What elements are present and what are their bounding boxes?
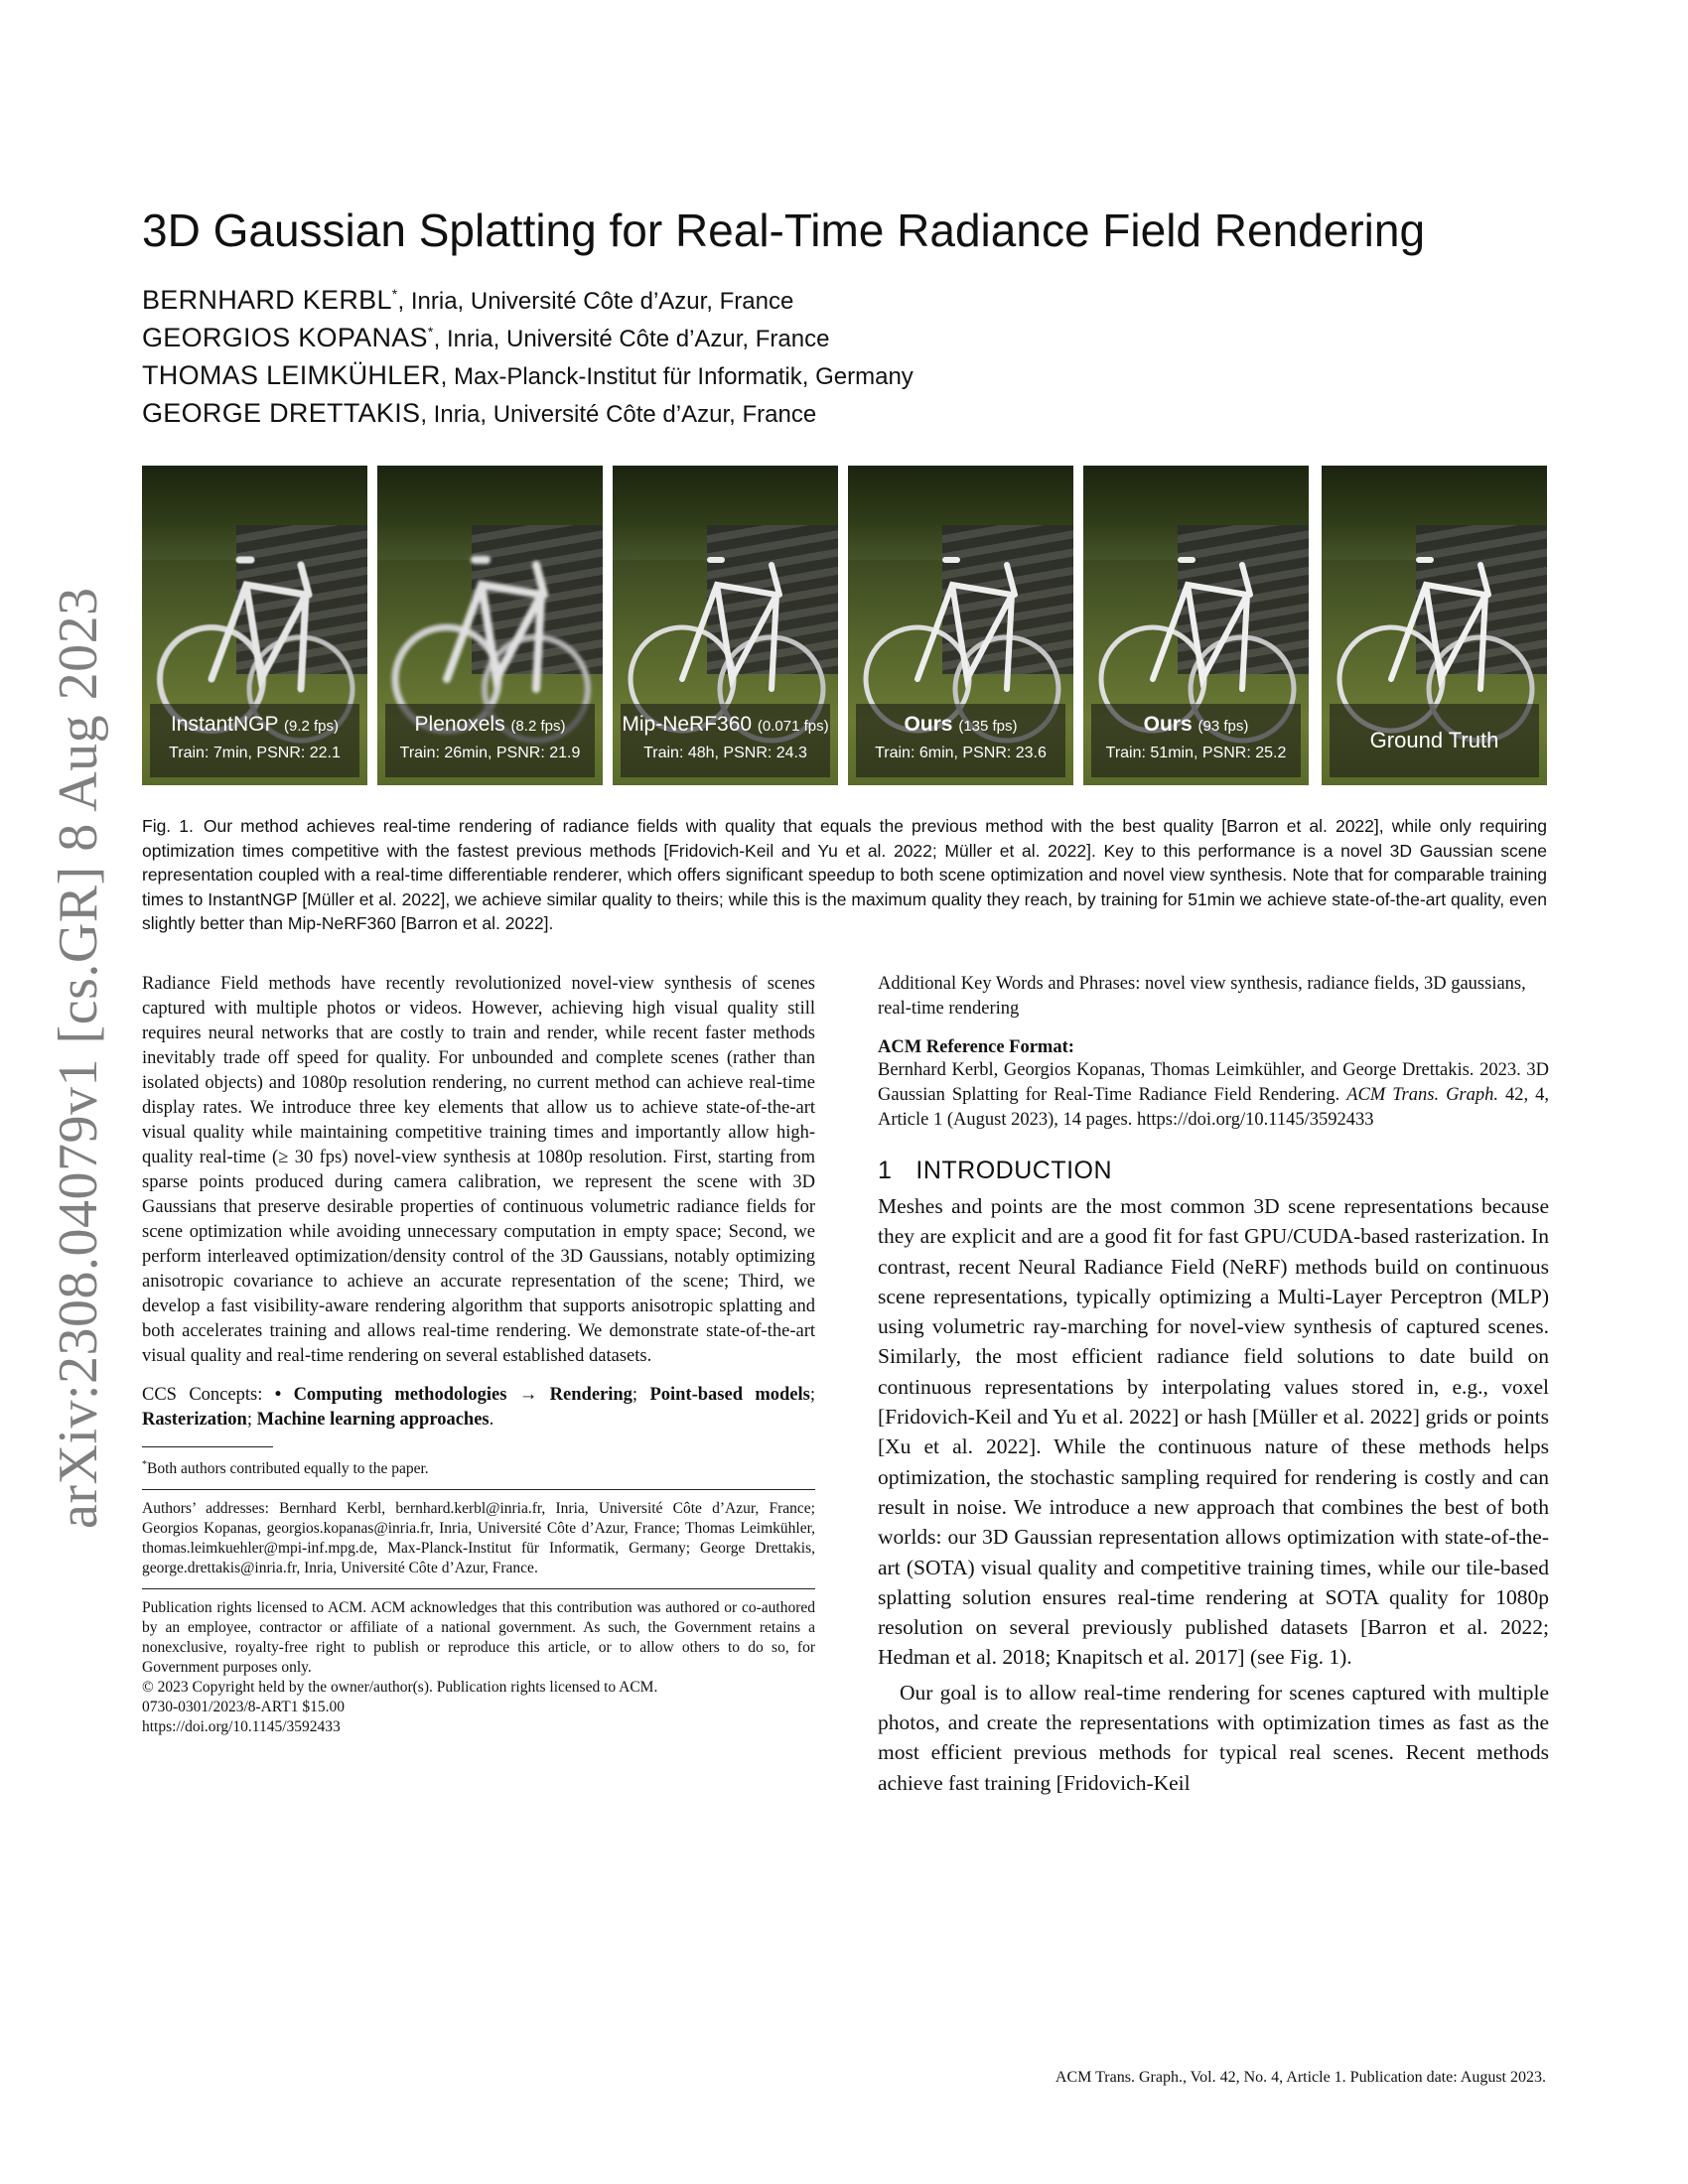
figure-label: Fig. 1. xyxy=(142,816,194,836)
author-addresses: Authors’ addresses: Bernhard Kerbl, bernhard.kerbl@inria.fr, Inria, Université Côte d’Azur, France; Georgios Kopanas, georgios.kopanas@inria.fr, Inria, Université Côte d’Azur, France; Thomas Leimkühler, thomas.leimkuehler@mpi-inf.mpg.de, Max-Planck-Institut für Informatik, Germany; George Drettakis, george.drettakis@inria.fr, Inria, Université Côte d’Azur, France. xyxy=(142,1500,815,1577)
author-affiliation: , Inria, Université Côte d’Azur, France xyxy=(433,326,830,352)
author-name: GEORGE DRETTAKIS xyxy=(142,398,421,428)
footnote: *Both authors contributed equally to the paper. xyxy=(142,1459,429,1478)
train-stats: Train: 51min, PSNR: 25.2 xyxy=(1105,745,1287,761)
teaser-panel-ground-truth xyxy=(1322,466,1547,785)
method-name: Ground Truth xyxy=(1369,728,1499,752)
section-heading: 1 INTRODUCTION xyxy=(878,1157,1113,1184)
doi-link[interactable]: https://doi.org/10.1145/3592433 xyxy=(142,1718,341,1736)
author-line xyxy=(142,323,914,360)
intro-paragraph: Meshes and points are the most common 3D scene representations because they are explicit and are a good fit for fast GPU/CUDA-based rasterization. In contrast, recent Neural Radiance Field (NeRF) methods build on continuous scene representations, typically optimizing a Multi-Layer Perceptron (MLP) using volumetric ray-marching for novel-view synthesis of captured scenes. Similarly, the most efficient radiance field solutions to date build on continuous representations by interpolating values stored in, e.g., voxel [Fridovich-Keil and Yu et al. 2022] or hash [Müller et al. 2022] grids or points [Xu et al. 2022]. While the continuous nature of these methods helps optimization, the stochastic sampling required for rendering is costly and can result in noise. We introduce a new approach that combines the best of both worlds: our 3D Gaussian representation allows optimization with state-of-the-art (SOTA) visual quality and competitive training times, while our tile-based splatting solution ensures real-time rendering at SOTA quality for 1080p resolution on several previously published datasets [Barron et al. 2022; Hedman et al. 2018; Knapitsch et al. 2017] (see Fig. 1). xyxy=(878,1194,1549,1670)
caption-text: Our method achieves real-time rendering of radiance fields with quality that equals the previous method with the best quality [Barron et al. 2022], while only requiring optimization times competitive with the fastest previous methods [Fridovich-Keil and Yu et al. 2022; Müller et al. 2022]. Key to this performance is a novel 3D Gaussian scene representation coupled with a real-time differentiable renderer, which offers significant speedup to both scene optimization and novel view synthesis. Note that for comparable training times to InstantNGP [Müller et al. 2022], we achieve similar quality to theirs; while this is the maximum quality they reach, by training for 51min we achieve state-of-the-art quality, even slightly better than Mip-NeRF360 [Barron et al. 2022]. xyxy=(142,816,1547,933)
teaser-label xyxy=(621,704,830,777)
figure-caption xyxy=(142,814,1547,936)
train-stats: Train: 6min, PSNR: 23.6 xyxy=(875,745,1047,761)
teaser-panel-plenoxels xyxy=(377,466,603,785)
author-line xyxy=(142,285,914,323)
keywords: Additional Key Words and Phrases: novel view synthesis, radiance fields, 3D gaussians, real-time rendering xyxy=(878,974,1526,1019)
author-line xyxy=(142,360,914,398)
train-stats: Train: 7min, PSNR: 22.1 xyxy=(169,745,341,761)
teaser-label xyxy=(150,704,359,777)
divider xyxy=(142,1489,815,1490)
copyright: © 2023 Copyright held by the owner/author(s). Publication rights licensed to ACM. xyxy=(142,1679,658,1697)
fps-value: (135 fps) xyxy=(958,718,1018,735)
teaser-panel-instantngp xyxy=(142,466,367,785)
author-affiliation: , Inria, Université Côte d’Azur, France xyxy=(420,401,817,428)
author-list xyxy=(142,285,914,436)
author-affiliation: , Inria, Université Côte d’Azur, France xyxy=(397,288,794,315)
teaser-label xyxy=(1091,704,1301,777)
intro-paragraph: Our goal is to allow real-time rendering for scenes captured with multiple photos, and create the representations with optimization times as fast as the most efficient previous methods for typical real scenes. Recent methods achieve fast training [Fridovich-Keil xyxy=(878,1680,1549,1795)
teaser-label xyxy=(1330,704,1539,777)
method-name: Ours xyxy=(1143,713,1193,736)
author-name: THOMAS LEIMKÜHLER xyxy=(142,360,441,390)
publication-rights: Publication rights licensed to ACM. ACM acknowledges that this contribution was authored or co-authored by an employee, contractor or affiliate of a national government. As such, the Government retains a nonexclusive, royalty-free right to publish or reproduce this article, or to allow others to do so, for Government purposes only. xyxy=(142,1599,815,1677)
teaser-label xyxy=(856,704,1065,777)
issn: 0730-0301/2023/8-ART1 $15.00 xyxy=(142,1699,346,1716)
paper-title: 3D Gaussian Splatting for Real-Time Radiance Field Rendering xyxy=(142,205,1426,256)
author-line xyxy=(142,398,914,436)
page-footer: ACM Trans. Graph., Vol. 42, No. 4, Article 1. Publication date: August 2023. xyxy=(1055,2069,1546,2086)
teaser-panel-ours-full xyxy=(1083,466,1309,785)
ccs-concepts: CCS Concepts: • Computing methodologies → Rendering; Point-based models; Rasterization; Machine learning approaches. xyxy=(142,1385,815,1430)
teaser-figure xyxy=(142,466,1547,785)
method-name: Mip-NeRF360 xyxy=(622,713,753,736)
arxiv-stamp: arXiv:2308.04079v1 [cs.GR] 8 Aug 2023 xyxy=(48,587,109,1529)
right-column xyxy=(878,972,1549,1798)
reference-format-heading: ACM Reference Format: xyxy=(878,1037,1074,1057)
teaser-label xyxy=(385,704,595,777)
train-stats: Train: 26min, PSNR: 21.9 xyxy=(399,745,581,761)
divider xyxy=(142,1588,815,1589)
author-name: BERNHARD KERBL* xyxy=(142,285,398,315)
method-name: Ours xyxy=(904,713,953,736)
fps-value: (9.2 fps) xyxy=(283,718,340,735)
abstract: Radiance Field methods have recently revolutionized novel-view synthesis of scenes captured with multiple photos or videos. However, achieving high visual quality still requires neural networks that are costly to train and render, while recent faster methods inevitably trade off speed for quality. For unbounded and complete scenes (rather than isolated objects) and 1080p resolution rendering, no current method can achieve real-time display rates. We introduce three key elements that allow us to achieve state-of-the-art visual quality while maintaining competitive training times and importantly allow high-quality real-time (≥ 30 fps) novel-view synthesis at 1080p resolution. First, starting from sparse points produced during camera calibration, we represent the scene with 3D Gaussians that preserve desirable properties of continuous volumetric radiance fields for scene optimization while avoiding unnecessary computation in empty space; Second, we perform interleaved optimization/density control of the 3D Gaussians, notably optimizing anisotropic covariance to achieve an accurate representation of the scene; Third, we develop a fast visibility-aware rendering algorithm that supports anisotropic splatting and both accelerates training and allows real-time rendering. We demonstrate state-of-the-art visual quality and real-time rendering on several established datasets. xyxy=(142,974,815,1366)
method-name: InstantNGP xyxy=(170,713,279,736)
author-affiliation: , Max-Planck-Institut für Informatik, Germany xyxy=(440,363,914,390)
train-stats: Train: 48h, PSNR: 24.3 xyxy=(643,745,807,761)
left-column xyxy=(142,972,815,1737)
author-name: GEORGIOS KOPANAS* xyxy=(142,323,434,352)
fps-value: (0.071 fps) xyxy=(757,718,829,735)
footnote-rule xyxy=(142,1446,273,1447)
teaser-panel-mipnerf360 xyxy=(613,466,838,785)
fps-value: (93 fps) xyxy=(1197,718,1249,735)
fps-value: (8.2 fps) xyxy=(510,718,566,735)
teaser-panel-ours-fast xyxy=(848,466,1073,785)
method-name: Plenoxels xyxy=(414,713,505,736)
reference-format: Bernhard Kerbl, Georgios Kopanas, Thomas Leimkühler, and George Drettakis. 2023. 3D Gaussian Splatting for Real-Time Radiance Field Rendering. ACM Trans. Graph. 42, 4, Article 1 (August 2023), 14 pages. https://doi.org/10.1145/3592433 xyxy=(878,1060,1550,1130)
